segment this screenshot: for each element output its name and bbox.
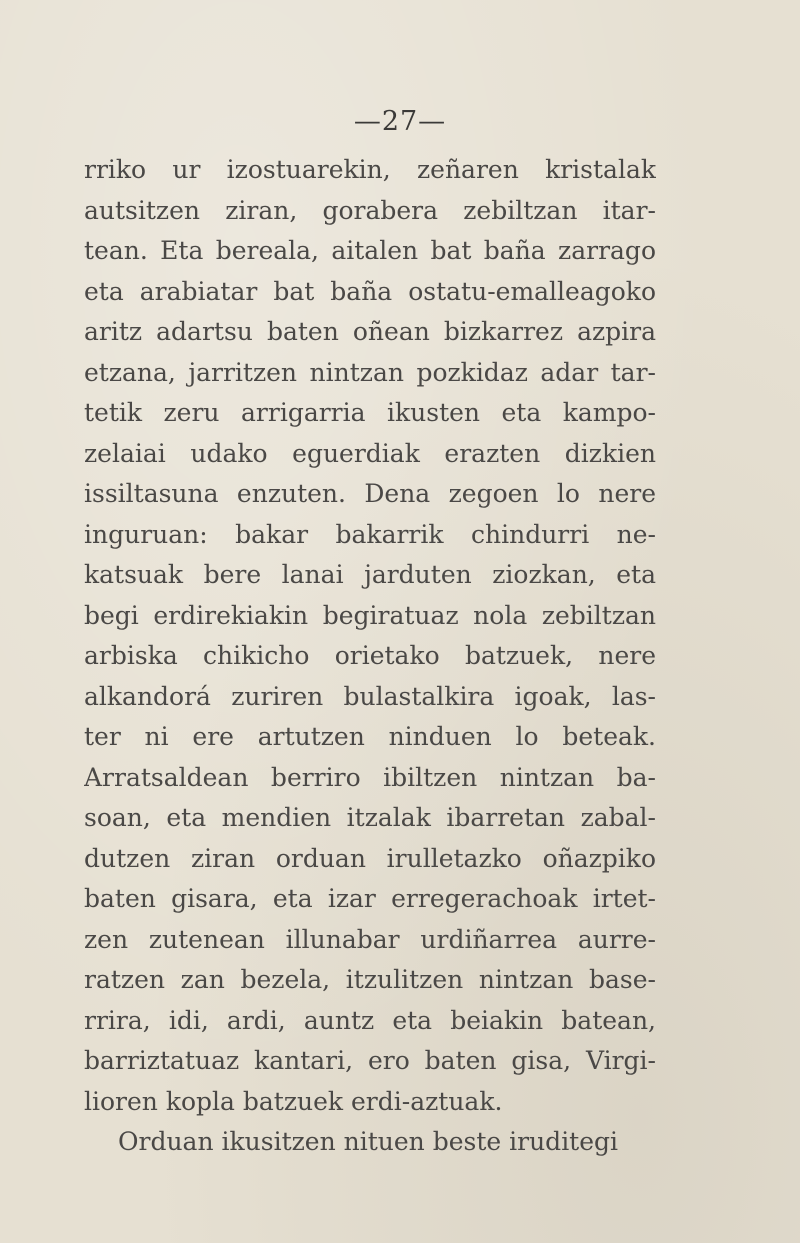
text-line: soan, eta mendien itzalak ibarretan zabal- — [84, 803, 656, 832]
text-line: eta arabiatar bat baña ostatu-emalleagoko — [84, 276, 656, 306]
page-number: —27— — [353, 106, 447, 137]
text-line: arbiska chikicho orietako batzuek, nere — [84, 641, 656, 670]
text-line: lioren kopla batzuek erdi-aztuak. — [84, 1086, 503, 1116]
text-line: zelaiai udako eguerdiak erazten dizkien — [84, 438, 656, 468]
body-text — [84, 150, 656, 1163]
text-line: inguruan: bakar bakarrik chindurri ne- — [84, 519, 656, 549]
text-line: tetik zeru arrigarria ikusten eta kampo- — [84, 398, 656, 427]
text-line: etzana, jarritzen nintzan pozkidaz adar tar- — [84, 357, 656, 387]
text-line: zen zutenean illunabar urdiñarrea aurre- — [84, 924, 656, 954]
text-line: Arratsaldean berriro ibiltzen nintzan ba- — [84, 762, 656, 792]
text-line: katsuak bere lanai jarduten ziozkan, eta — [84, 560, 656, 589]
text-line: ratzen zan bezela, itzulitzen nintzan base- — [84, 965, 656, 994]
text-line: begi erdirekiakin begiratuaz nola zebiltzan — [84, 600, 656, 630]
text-line: baten gisara, eta izar erregerachoak irtet- — [84, 884, 656, 913]
text-line: tean. Eta bereala, aitalen bat baña zarrago — [84, 236, 656, 265]
text-line: aritz adartsu baten oñean bizkarrez azpira — [84, 317, 656, 346]
text-line: Orduan ikusitzen nituen beste iruditegi — [118, 1127, 619, 1156]
text-line: issiltasuna enzuten. Dena zegoen lo nere — [84, 479, 656, 508]
text-line: alkandorá zuriren bulastalkira igoak, las- — [84, 681, 656, 711]
text-line: autsitzen ziran, gorabera zebiltzan itar- — [84, 195, 656, 225]
text-line: rrira, idi, ardi, auntz eta beiakin batean, — [84, 1005, 656, 1035]
text-line: rriko ur izostuarekin, zeñaren kristalak — [84, 155, 656, 184]
text-line: dutzen ziran orduan irulletazko oñazpiko — [84, 843, 656, 873]
text-line: ter ni ere artutzen ninduen lo beteak. — [84, 722, 656, 751]
text-line: barriztatuaz kantari, ero baten gisa, Virgi- — [84, 1046, 656, 1075]
